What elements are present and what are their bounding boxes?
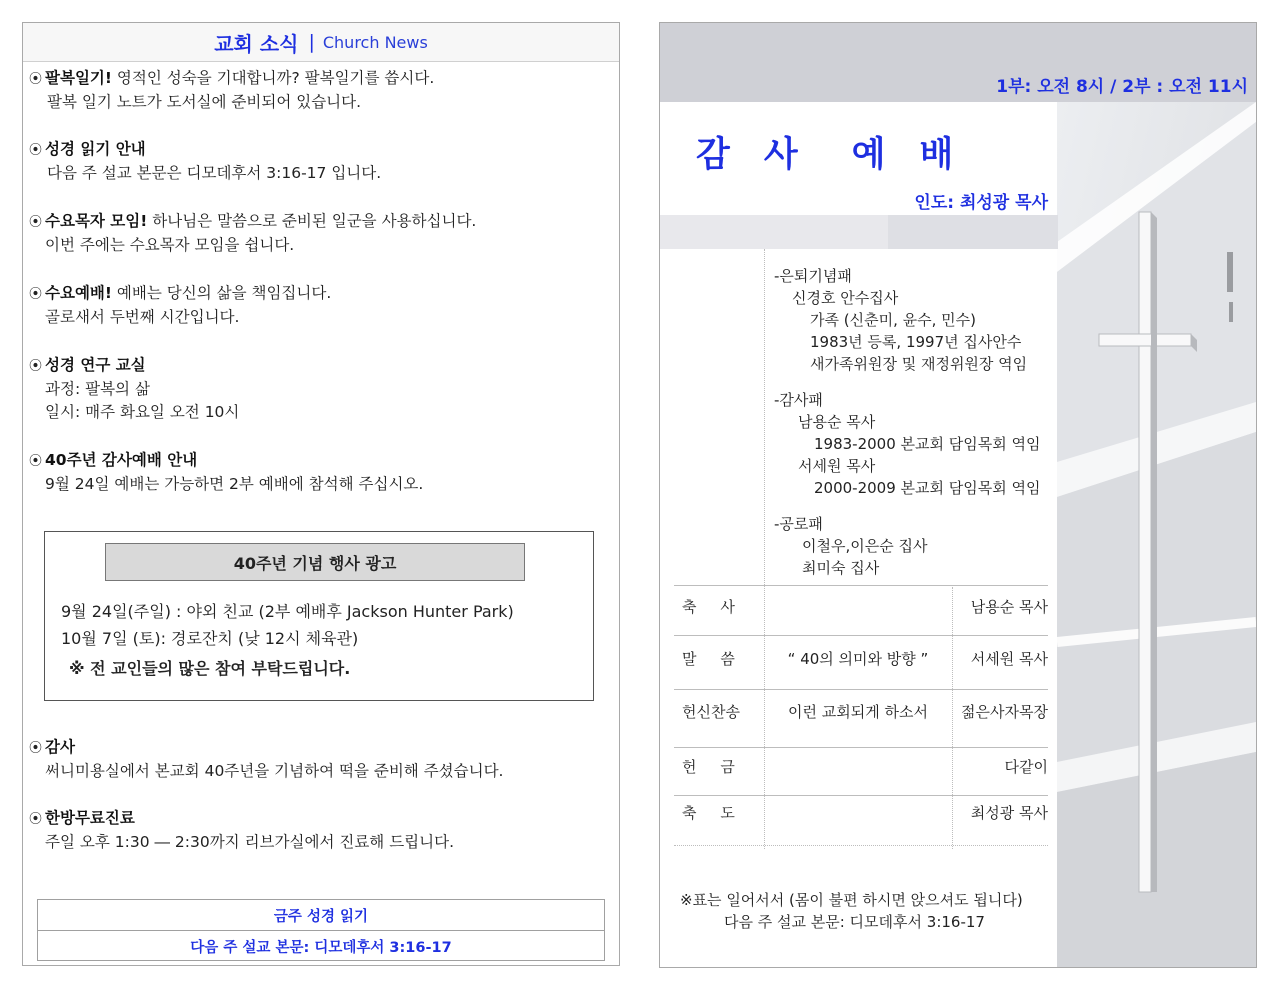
row-divider [674,635,1048,636]
award-recipient: 서세원 목사 [798,457,876,475]
news-item-bible-reading [29,138,381,185]
news-item-free-clinic [29,807,454,854]
award-detail: 2000-2009 본교회 담임목회 역임 [814,479,1041,497]
church-wall-image [1057,102,1256,968]
award-recipient: 최미숙 집사 [802,559,880,577]
reading-this-week: 금주 성경 읽기 [273,908,369,925]
news-title: 감사 [45,738,75,756]
news-item-beatitudes-diary [29,67,434,114]
bullet-icon: ⦿ [29,215,43,230]
service-title [696,127,953,177]
church-news-page [22,22,620,966]
bullet-icon: ⦿ [29,741,43,756]
news-item-thanks [29,736,504,783]
grey-strip-inner [888,215,1058,249]
order-label: 헌 금 [682,758,735,776]
bullet-icon: ⦿ [29,454,43,469]
service-order-page [659,22,1257,968]
news-detail: 이번 주에는 수요목자 모임을 쉽니다. [45,236,295,254]
news-text: 예배는 당신의 삶을 책임집니다. [111,284,332,302]
news-detail: 써니미용실에서 본교회 40주년을 기념하여 떡을 준비해 주셨습니다. [45,762,504,780]
event-note: ※ 전 교인들의 많은 참여 부탁드립니다. [69,659,351,678]
awards-section [774,265,1040,579]
grey-strip [660,215,1058,249]
footnote [680,889,1023,933]
order-label: 말 씀 [682,650,735,668]
news-detail: 주일 오후 1:30 ― 2:30까지 리브가실에서 진료해 드립니다. [45,833,455,851]
news-item-wednesday-worship [29,282,331,329]
reading-next-sermon: 다음 주 설교 본문: 디모데후서 3:16-17 [38,930,604,961]
award-heading: -감사패 [774,391,823,409]
news-title: 성경 연구 교실 [45,356,146,374]
order-person: 다같이 [1004,758,1048,776]
bullet-icon: ⦿ [29,287,43,302]
order-label: 축 사 [682,598,735,616]
news-item-anniversary-service [29,449,423,496]
news-title: 40주년 감사예배 안내 [45,451,198,469]
news-detail: 팔복 일기 노트가 도서실에 준비되어 있습니다. [47,93,362,111]
service-leader: 인도: 최성광 목사 [914,193,1048,213]
church-news-header [23,23,619,62]
row-divider [674,845,1048,846]
bullet-icon: ⦿ [29,812,43,827]
award-heading: -공로패 [774,515,823,533]
footnote-next-sermon: 다음 주 설교 본문: 디모데후서 3:16-17 [724,913,985,931]
award-recipient: 신경호 안수집사 [792,289,899,307]
bullet-icon: ⦿ [29,143,43,158]
order-item: 이런 교회되게 하소서 [788,703,928,721]
news-detail: 골로새서 두번째 시간입니다. [45,308,240,326]
order-item: “ 40의 의미와 방향 ” [787,650,929,668]
news-detail: 과정: 팔복의 삶 [45,380,150,398]
order-person: 젊은사자목장 [961,703,1048,721]
service-times: 1부: 오전 8시 / 2부 : 오전 11시 [996,77,1248,97]
news-title: 팔복일기! [45,69,112,87]
event-line: 10월 7일 (토): 경로잔치 (낮 12시 체육관) [61,629,359,648]
header-separator: | [308,31,315,53]
title-char: 감 [696,135,730,175]
order-label: 축 도 [682,804,735,822]
award-detail: 새가족위원장 및 재정위원장 역임 [810,355,1028,373]
order-person: 최성광 목사 [970,804,1048,822]
event-title: 40주년 기념 행사 광고 [105,543,525,581]
news-title: 수요예배! [45,284,112,302]
bullet-icon: ⦿ [29,72,43,87]
header-title-english: Church News [322,32,428,52]
anniversary-event-box [44,531,594,701]
news-title: 수요목자 모임! [45,212,148,230]
title-char: 사 [763,135,798,175]
event-line: 9월 24일(주일) : 야외 친교 (2부 예배후 Jackson Hunter Park) [61,602,514,621]
bullet-icon: ⦿ [29,359,43,374]
column-divider [764,249,765,849]
row-divider [674,585,1048,586]
title-char: 배 [919,135,954,175]
news-title: 성경 읽기 안내 [45,140,146,158]
bible-reading-box [37,899,605,961]
header-title-korean: 교회 소식 [214,31,299,56]
title-char: 예 [851,135,886,175]
news-text: 하나님은 말씀으로 준비된 일군을 사용하십니다. [147,212,477,230]
footnote-standing: ※표는 일어서서 (몸이 불편 하시면 앉으셔도 됩니다) [680,891,1023,909]
news-detail: 일시: 매주 화요일 오전 10시 [45,403,240,421]
order-person: 서세원 목사 [970,650,1048,668]
award-detail: 1983-2000 본교회 담임목회 역임 [814,435,1041,453]
award-recipient: 이철우,이은순 집사 [802,537,928,555]
news-detail: 9월 24일 예배는 가능하면 2부 예배에 참석해 주십시오. [45,475,424,493]
award-recipient: 남용순 목사 [798,413,876,431]
award-heading: -은퇴기념패 [774,267,852,285]
news-detail: 다음 주 설교 본문은 디모데후서 3:16-17 입니다. [47,164,382,182]
row-divider [674,689,1048,690]
news-text: 영적인 성숙을 기대합니까? 팔복일기를 씁시다. [111,69,435,87]
news-item-wednesday-shepherds [29,210,476,257]
row-divider [674,795,1048,796]
order-label: 헌신찬송 [682,703,740,721]
row-divider [674,747,1048,748]
church-building-photo [1057,102,1256,968]
order-person: 남용순 목사 [970,598,1048,616]
award-detail: 가족 (신춘미, 윤수, 민수) [810,311,976,329]
column-divider [952,587,953,849]
news-item-bible-study [29,354,239,424]
news-title: 한방무료진료 [45,809,135,827]
award-detail: 1983년 등록, 1997년 집사안수 [810,333,1022,351]
